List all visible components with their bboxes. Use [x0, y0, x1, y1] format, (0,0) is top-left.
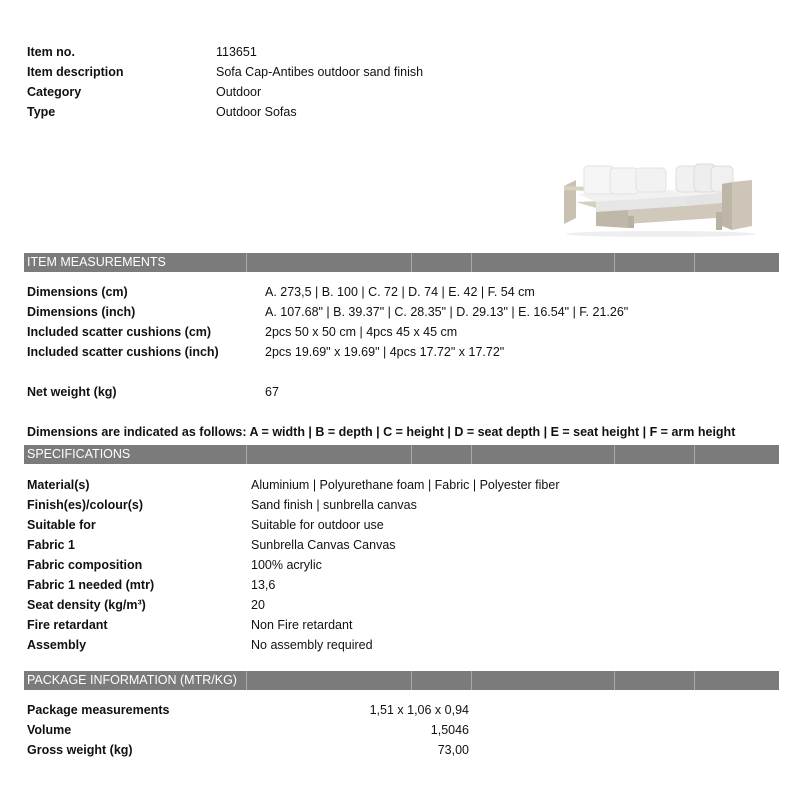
- measurement-label: Dimensions (cm): [27, 285, 128, 299]
- net-weight-row: [0, 383, 800, 403]
- measurement-label: Dimensions (inch): [27, 305, 136, 319]
- item-description-value: Sofa Cap-Antibes outdoor sand finish: [216, 65, 424, 79]
- specifications-title: SPECIFICATIONS: [27, 447, 131, 461]
- spec-row: [0, 476, 800, 496]
- spec-value: Sand finish | sunbrella canvas: [251, 498, 417, 512]
- bar-divider: [471, 253, 472, 272]
- sofa-product-image: [556, 156, 756, 238]
- net-weight-value: 67: [265, 385, 279, 399]
- package-row: [0, 741, 800, 761]
- measurement-row: [0, 283, 800, 303]
- package-label: Package measurements: [27, 703, 170, 717]
- measurement-row: [0, 323, 800, 343]
- spec-row: [0, 576, 800, 596]
- measurement-row: [0, 303, 800, 323]
- bar-divider: [694, 671, 695, 690]
- spec-value: Sunbrella Canvas Canvas: [251, 538, 396, 552]
- type-label: Type: [27, 105, 56, 119]
- bar-divider: [614, 671, 615, 690]
- bar-divider: [471, 445, 472, 464]
- measurement-value: A. 107.68" | B. 39.37" | C. 28.35" | D. 29.13" | E. 16.54" | F. 21.26": [265, 305, 629, 319]
- bar-divider: [411, 253, 412, 272]
- spec-row: [0, 556, 800, 576]
- spec-row: [0, 616, 800, 636]
- item-no-label: Item no.: [27, 45, 75, 59]
- net-weight-label: Net weight (kg): [27, 385, 117, 399]
- package-label: Gross weight (kg): [27, 743, 133, 757]
- bar-divider: [246, 445, 247, 464]
- measurement-value: 2pcs 50 x 50 cm | 4pcs 45 x 45 cm: [265, 325, 458, 339]
- bar-divider: [246, 671, 247, 690]
- package-information-title: PACKAGE INFORMATION (MTR/KG): [27, 673, 237, 687]
- spec-label: Fabric 1: [27, 538, 75, 552]
- package-row: [0, 721, 800, 741]
- dimensions-note-row: [0, 423, 800, 443]
- package-label: Volume: [27, 723, 72, 737]
- spec-label: Seat density (kg/m³): [27, 598, 146, 612]
- spec-label: Fabric composition: [27, 558, 143, 572]
- spec-row: [0, 536, 800, 556]
- spec-value: 100% acrylic: [251, 558, 322, 572]
- bar-divider: [471, 671, 472, 690]
- spec-value: Suitable for outdoor use: [251, 518, 384, 532]
- measurement-label: Included scatter cushions (cm): [27, 325, 212, 339]
- item-measurements-header: [24, 253, 779, 272]
- bar-divider: [614, 445, 615, 464]
- spec-row: [0, 516, 800, 536]
- spec-label: Finish(es)/colour(s): [27, 498, 143, 512]
- measurement-value: A. 273,5 | B. 100 | C. 72 | D. 74 | E. 42 | F. 54 cm: [265, 285, 535, 299]
- package-information-header: [24, 671, 779, 690]
- type-value: Outdoor Sofas: [216, 105, 297, 119]
- package-row: [0, 701, 800, 721]
- category-value: Outdoor: [216, 85, 262, 99]
- spec-value: No assembly required: [251, 638, 373, 652]
- spec-label: Fabric 1 needed (mtr): [27, 578, 155, 592]
- spec-label: Fire retardant: [27, 618, 108, 632]
- package-value: 73,00: [437, 743, 469, 757]
- bar-divider: [614, 253, 615, 272]
- package-value: 1,51 x 1,06 x 0,94: [369, 703, 469, 717]
- item-no-value: 113651: [216, 45, 257, 59]
- bar-divider: [694, 253, 695, 272]
- category-label: Category: [27, 85, 82, 99]
- spec-value: 13,6: [251, 578, 276, 592]
- item-measurements-title: ITEM MEASUREMENTS: [27, 255, 166, 269]
- dimensions-note: Dimensions are indicated as follows: A = width | B = depth | C = height | D = seat depth | E = seat height | F = arm height: [27, 425, 736, 439]
- measurement-row: [0, 343, 800, 363]
- item-description-label: Item description: [27, 65, 124, 79]
- spec-label: Material(s): [27, 478, 90, 492]
- bar-divider: [694, 445, 695, 464]
- measurement-label: Included scatter cushions (inch): [27, 345, 219, 359]
- spec-value: 20: [251, 598, 265, 612]
- spec-value: Non Fire retardant: [251, 618, 353, 632]
- specifications-header: [24, 445, 779, 464]
- spec-label: Assembly: [27, 638, 87, 652]
- bar-divider: [411, 445, 412, 464]
- measurement-value: 2pcs 19.69" x 19.69" | 4pcs 17.72" x 17.72": [265, 345, 505, 359]
- spec-row: [0, 636, 800, 656]
- spec-row: [0, 496, 800, 516]
- package-value: 1,5046: [430, 723, 469, 737]
- bar-divider: [411, 671, 412, 690]
- spec-label: Suitable for: [27, 518, 96, 532]
- bar-divider: [246, 253, 247, 272]
- spec-value: Aluminium | Polyurethane foam | Fabric | Polyester fiber: [251, 478, 560, 492]
- spec-row: [0, 596, 800, 616]
